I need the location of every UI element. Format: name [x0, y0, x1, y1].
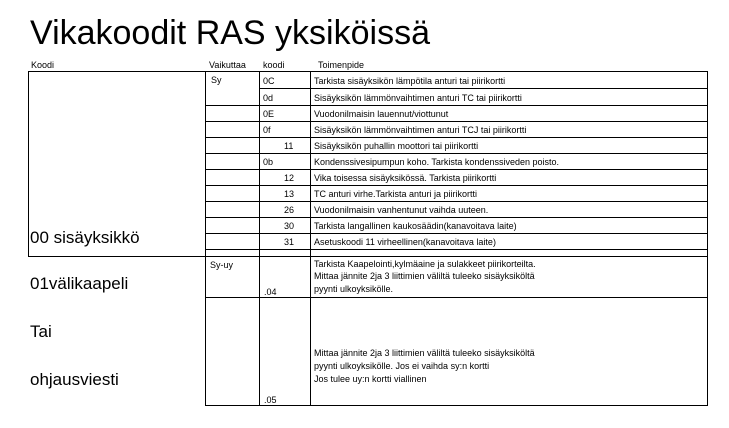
action-cell: Vuodonilmaisin vanhentunut vaihda uuteen.: [314, 205, 489, 215]
code-cell: 0d: [263, 93, 274, 103]
header-toimenpide: Toimenpide: [318, 60, 365, 70]
action-cell: Asetuskoodi 11 virheellinen(kanavoitava laite): [314, 237, 496, 247]
page-title: Vikakoodit RAS yksiköissä: [30, 14, 430, 52]
row-line: [205, 137, 708, 138]
code-cell: 26: [284, 205, 295, 215]
action-cell: Mittaa jännite 2ja 3 liittimien väliltä tuleeko sisäyksiköltä: [314, 348, 535, 358]
code-cell: 13: [284, 189, 295, 199]
code-cell: 12: [284, 173, 295, 183]
action-cell: Jos tulee uy:n kortti viallinen: [314, 374, 427, 384]
header-koodi: Koodi: [31, 60, 55, 70]
action-cell: Tarkista langallinen kaukosäädin(kanavoitava laite): [314, 221, 517, 231]
section-divider: [28, 256, 708, 257]
code-cell: 0f: [263, 125, 271, 135]
code-cell: 0b: [263, 157, 274, 167]
code-cell: 31: [284, 237, 295, 247]
action-cell: Tarkista sisäyksikön lämpötila anturi tai piirikortti: [314, 76, 506, 86]
section2-vaikuttaa: Sy-uy: [210, 260, 234, 270]
section2-label-1: 01välikaapeli: [30, 274, 129, 293]
row-line: [205, 217, 708, 218]
action-cell: Kondenssivesipumpun koho. Tarkista kondenssiveden poisto.: [314, 157, 559, 167]
table-left-border: [28, 71, 29, 256]
table-bottom-line: [205, 405, 708, 406]
action-cell: Vuodonilmaisin lauennut/viottunut: [314, 109, 449, 119]
row-line: [205, 185, 708, 186]
row-line: [205, 105, 708, 106]
section1-label: 00 sisäyksikkö: [30, 228, 140, 247]
code-cell: .05: [264, 395, 277, 405]
row-line: [205, 233, 708, 234]
action-cell: pyynti ulkoyksikölle.: [314, 284, 394, 294]
action-cell: Sisäyksikön lämmönvaihtimen anturi TC tai piirikortti: [314, 93, 522, 103]
code-cell: 0C: [263, 76, 275, 86]
action-cell: Sisäyksikön lämmönvaihtimen anturi TCJ tai piirikortti: [314, 125, 527, 135]
action-cell: pyynti ulkoyksikölle. Jos ei vaihda sy:n kortti: [314, 361, 490, 371]
row-line: [205, 121, 708, 122]
action-cell: Tarkista Kaapelointi,kylmäaine ja sulakkeet piirikorteilta.: [314, 259, 536, 269]
action-cell: Vika toisessa sisäyksikössä. Tarkista piirikortti: [314, 173, 497, 183]
row-divider: [205, 297, 708, 298]
section1-vaikuttaa: Sy: [211, 75, 222, 85]
action-cell: Sisäyksikön puhallin moottori tai piirikortti: [314, 141, 479, 151]
header-koodi2: koodi: [263, 60, 285, 70]
header-vaikuttaa: Vaikuttaa: [209, 60, 246, 70]
action-cell: TC anturi virhe.Tarkista anturi ja piirikortti: [314, 189, 478, 199]
row-line: [205, 153, 708, 154]
code-cell: 11: [284, 141, 294, 151]
code-cell: 0E: [263, 109, 275, 119]
section2-label-2: Tai: [30, 322, 52, 341]
row-line: [259, 88, 708, 89]
row-line: [205, 249, 708, 250]
code-cell: .04: [264, 287, 277, 297]
code-cell: 30: [284, 221, 295, 231]
action-cell: Mittaa jännite 2ja 3 liittimien väliltä tuleeko sisäyksiköltä: [314, 271, 535, 281]
row-line: [205, 169, 708, 170]
section2-label-3: ohjausviesti: [30, 370, 119, 389]
table-top-line: [28, 71, 708, 72]
row-line: [205, 201, 708, 202]
